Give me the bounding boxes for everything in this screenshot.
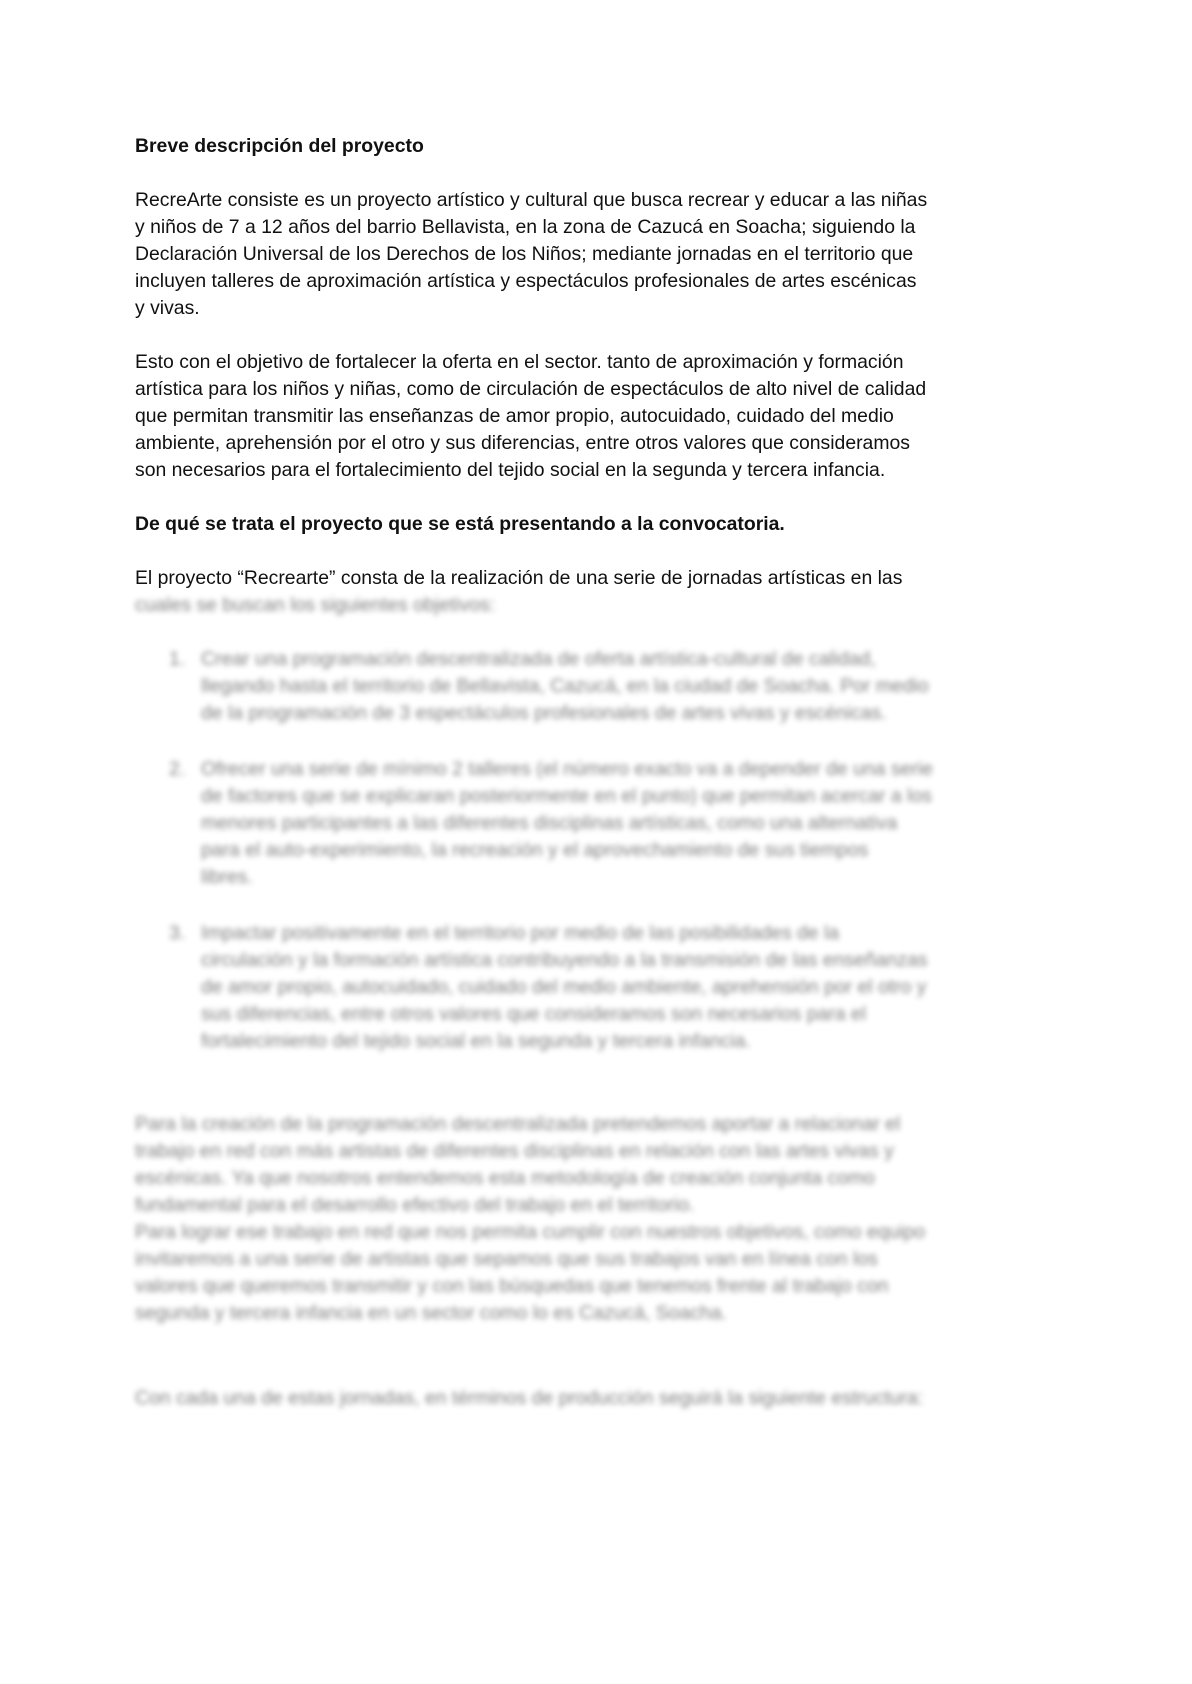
text-line: y vivas. — [135, 297, 200, 319]
text-line: incluyen talleres de aproximación artística y espectáculos profesionales de artes escénicas — [135, 270, 917, 292]
text-line-blurred: de la programación de 3 espectáculos profesionales de artes vivas y escénicas. — [201, 702, 887, 724]
text-line-blurred: Para lograr ese trabajo en red que nos permita cumplir con nuestros objetivos, como equipo — [135, 1221, 926, 1243]
text-line: El proyecto “Recrearte” consta de la realización de una serie de jornadas artísticas en las — [135, 567, 903, 589]
text-line-blurred: sus diferencias, entre otros valores que consideramos son necesarios para el — [201, 1003, 867, 1025]
text-line: son necesarios para el fortalecimiento del tejido social en la segunda y tercera infancia. — [135, 459, 886, 481]
text-line-blurred: de amor propio, autocuidado, cuidado del medio ambiente, aprehensión por el otro y — [201, 976, 927, 998]
text-line-blurred: llegando hasta el territorio de Bellavista, Cazucá, en la ciudad de Soacha. Por medio — [201, 675, 929, 697]
list-number: 1. — [169, 648, 186, 670]
text-line-blurred: fortalecimiento del tejido social en la segunda y tercera infancia. — [201, 1030, 751, 1052]
text-line-blurred: circulación y la formación artística contribuyendo a la transmisión de las enseñanzas — [201, 949, 928, 971]
text-line-blurred: Impactar positivamente en el territorio por medio de las posibilidades de la — [201, 922, 840, 944]
text-line-blurred: menores participantes a las diferentes disciplinas artísticas, como una alternativa — [201, 812, 898, 834]
text-line-blurred: trabajo en red con más artistas de diferentes disciplinas en relación con las artes vivas y — [135, 1140, 894, 1162]
text-line-blurred: Crear una programación descentralizada de oferta artística-cultural de calidad, — [201, 648, 876, 670]
section-heading: Breve descripción del proyecto — [135, 135, 424, 157]
text-line-blurred: invitaremos a una serie de artistas que sepamos que sus trabajos van en línea con los — [135, 1248, 878, 1270]
text-line-blurred: segunda y tercera infancia en un sector como lo es Cazucá, Soacha. — [135, 1302, 727, 1324]
text-line: RecreArte consiste es un proyecto artístico y cultural que busca recrear y educar a las niñas — [135, 189, 928, 211]
text-line-blurred: fundamental para el desarrollo efectivo del trabajo en el territorio. — [135, 1194, 695, 1216]
text-line-blurred: cuales se buscan los siguientes objetivos: — [135, 594, 496, 616]
text-line: que permitan transmitir las enseñanzas de amor propio, autocuidado, cuidado del medio — [135, 405, 894, 427]
text-line-blurred: escénicas. Ya que nosotros entendemos esta metodología de creación conjunta como — [135, 1167, 875, 1189]
text-line-blurred: Ofrecer una serie de mínimo 2 talleres (el número exacto va a depender de una serie — [201, 758, 933, 780]
text-line-blurred: Con cada una de estas jornadas, en términos de producción seguirá la siguiente estructura: — [135, 1387, 923, 1409]
list-number: 2. — [169, 758, 186, 780]
text-line-blurred: de factores que se explicaran posteriormente en el punto) que permitan acercar a los — [201, 785, 932, 807]
text-line-blurred: para el auto-experimiento, la recreación y el aprovechamiento de sus tiempos — [201, 839, 869, 861]
text-line: ambiente, aprehensión por el otro y sus diferencias, entre otros valores que consideramos — [135, 432, 910, 454]
text-line-blurred: libres. — [201, 866, 253, 888]
list-number: 3. — [169, 922, 186, 944]
text-line-blurred: valores que queremos transmitir y con las búsquedas que tenemos frente al trabajo con — [135, 1275, 889, 1297]
text-line: Esto con el objetivo de fortalecer la oferta en el sector. tanto de aproximación y formación — [135, 351, 904, 373]
text-line: y niños de 7 a 12 años del barrio Bellavista, en la zona de Cazucá en Soacha; siguiendo la — [135, 216, 916, 238]
text-line: Declaración Universal de los Derechos de los Niños; mediante jornadas en el territorio que — [135, 243, 914, 265]
text-line-blurred: Para la creación de la programación descentralizada pretendemos aportar a relacionar el — [135, 1113, 901, 1135]
section-heading: De qué se trata el proyecto que se está presentando a la convocatoria. — [135, 513, 785, 535]
text-line: artística para los niños y niñas, como de circulación de espectáculos de alto nivel de calidad — [135, 378, 927, 400]
